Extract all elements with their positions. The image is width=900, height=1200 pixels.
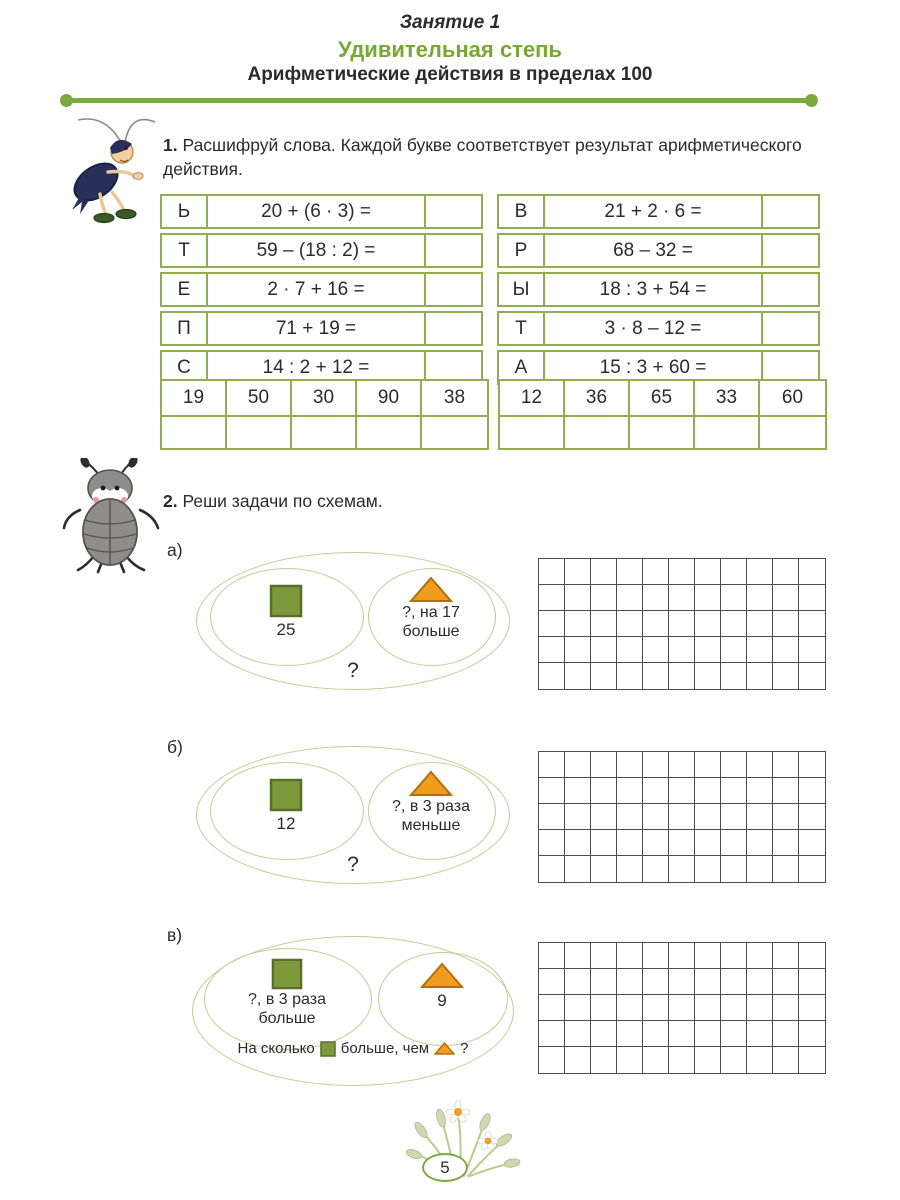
grid-cell <box>773 585 799 611</box>
grid-cell <box>799 804 825 830</box>
grid-cell <box>695 995 721 1021</box>
strip-empty-cell[interactable] <box>760 417 825 448</box>
grid-cell <box>799 778 825 804</box>
grid-cell <box>669 804 695 830</box>
grid-cell <box>617 995 643 1021</box>
grid-cell <box>565 1047 591 1073</box>
question-pre: На сколько <box>237 1040 315 1057</box>
strip-number-cell: 36 <box>565 381 630 417</box>
grid-cell <box>539 830 565 856</box>
grid-cell <box>773 830 799 856</box>
grid-cell <box>773 559 799 585</box>
cipher-expression-cell: 18 : 3 + 54 = <box>599 278 707 300</box>
question-end: ? <box>460 1040 469 1057</box>
task1-number: 1. <box>163 135 178 155</box>
orange-triangle-icon <box>420 962 464 989</box>
grid-cell <box>565 830 591 856</box>
grid-cell <box>539 1047 565 1073</box>
grid-cell <box>539 663 565 689</box>
grid-cell <box>565 637 591 663</box>
strip-number-cell: 50 <box>227 381 292 417</box>
grid-cell <box>799 752 825 778</box>
grid-cell <box>617 611 643 637</box>
cipher-letter-cell: В <box>499 196 545 227</box>
grid-cell <box>617 585 643 611</box>
grid-cell <box>747 752 773 778</box>
cipher-answer-cell[interactable] <box>424 274 481 305</box>
grid-cell <box>721 969 747 995</box>
grid-cell <box>721 752 747 778</box>
grid-cell <box>565 585 591 611</box>
grid-cell <box>747 969 773 995</box>
grid-cell <box>669 752 695 778</box>
grid-cell <box>747 637 773 663</box>
grid-cell <box>643 856 669 882</box>
grid-cell <box>747 778 773 804</box>
grid-cell <box>799 585 825 611</box>
grid-cell <box>773 611 799 637</box>
strip-number-cell: 90 <box>357 381 422 417</box>
grid-cell <box>747 585 773 611</box>
grid-cell <box>591 778 617 804</box>
grid-cell <box>669 1047 695 1073</box>
cipher-answer-cell[interactable] <box>761 274 818 305</box>
scheme-b-right-line2: меньше <box>401 817 461 835</box>
grid-cell <box>669 943 695 969</box>
grid-cell <box>591 585 617 611</box>
grid-cell <box>669 559 695 585</box>
scheme-b-right-line1: ?, в 3 раза <box>392 798 470 815</box>
grid-cell <box>565 663 591 689</box>
strip-empty-cell[interactable] <box>357 417 422 448</box>
grid-cell <box>539 752 565 778</box>
grid-cell <box>617 1047 643 1073</box>
work-grid-a[interactable] <box>538 558 826 690</box>
grid-cell <box>539 1021 565 1047</box>
cipher-letter-cell: Е <box>162 274 208 305</box>
item-a-label: а) <box>167 540 183 560</box>
grid-cell <box>695 637 721 663</box>
grid-cell <box>539 637 565 663</box>
grid-cell <box>695 1021 721 1047</box>
grid-cell <box>799 1021 825 1047</box>
grid-cell <box>695 778 721 804</box>
scheme-v <box>192 936 514 1086</box>
grid-cell <box>539 778 565 804</box>
header-divider <box>70 98 810 103</box>
grid-cell <box>695 943 721 969</box>
grid-cell <box>643 969 669 995</box>
grid-cell <box>539 943 565 969</box>
cipher-row <box>497 233 820 268</box>
grid-cell <box>695 585 721 611</box>
beetle-illustration-icon <box>60 458 164 574</box>
grid-cell <box>643 830 669 856</box>
strip-empty-cell[interactable] <box>227 417 292 448</box>
grid-cell <box>643 1047 669 1073</box>
divider-dot-right <box>805 94 818 107</box>
strip-number-cell: 33 <box>695 381 760 417</box>
grid-cell <box>695 969 721 995</box>
cipher-letter-cell: А <box>499 352 545 383</box>
grid-cell <box>721 830 747 856</box>
grid-cell <box>773 856 799 882</box>
grid-cell <box>643 663 669 689</box>
answer-strip-right <box>498 379 827 450</box>
grid-cell <box>617 804 643 830</box>
task1-text <box>163 134 843 181</box>
grid-cell <box>747 995 773 1021</box>
cipher-answer-cell[interactable] <box>424 196 481 227</box>
grid-cell <box>773 752 799 778</box>
cipher-answer-cell[interactable] <box>761 196 818 227</box>
cipher-letter-cell: Ы <box>499 274 545 305</box>
green-square-icon <box>271 958 303 990</box>
grid-cell <box>565 943 591 969</box>
cipher-row <box>497 272 820 307</box>
grid-cell <box>669 969 695 995</box>
grid-cell <box>591 804 617 830</box>
cipher-row <box>497 194 820 229</box>
grid-cell <box>565 752 591 778</box>
strip-number-cell: 65 <box>630 381 695 417</box>
grid-cell <box>539 559 565 585</box>
grid-cell <box>565 1021 591 1047</box>
grid-cell <box>747 663 773 689</box>
green-square-icon <box>269 584 303 618</box>
grid-cell <box>539 995 565 1021</box>
grid-cell <box>539 969 565 995</box>
grid-cell <box>721 1047 747 1073</box>
scheme-a-left-value: 25 <box>276 620 296 639</box>
grid-cell <box>591 637 617 663</box>
strip-empty-cell[interactable] <box>565 417 630 448</box>
grid-cell <box>695 856 721 882</box>
grid-cell <box>695 611 721 637</box>
grid-cell <box>617 663 643 689</box>
grid-cell <box>565 856 591 882</box>
grid-cell <box>747 943 773 969</box>
grid-cell <box>617 969 643 995</box>
page-number-badge <box>422 1153 468 1182</box>
grid-cell <box>591 995 617 1021</box>
grid-cell <box>799 830 825 856</box>
grid-cell <box>669 778 695 804</box>
page-subtitle: Арифметические действия в пределах 100 <box>247 64 653 85</box>
grid-cell <box>799 559 825 585</box>
grid-cell <box>643 752 669 778</box>
grid-cell <box>799 611 825 637</box>
grid-cell <box>799 969 825 995</box>
strip-empty-cell[interactable] <box>162 417 227 448</box>
grid-cell <box>643 1021 669 1047</box>
grid-cell <box>747 559 773 585</box>
scheme-b <box>196 746 510 884</box>
grid-cell <box>669 637 695 663</box>
grid-cell <box>539 856 565 882</box>
grid-cell <box>773 1047 799 1073</box>
lesson-label: Занятие 1 <box>399 12 501 33</box>
strip-number-cell: 38 <box>422 381 487 417</box>
cipher-row <box>497 311 820 346</box>
scheme-a-right-line1: ?, на 17 <box>402 604 460 621</box>
scheme-a <box>196 552 510 690</box>
grid-cell <box>799 995 825 1021</box>
grid-cell <box>721 778 747 804</box>
item-v-label: в) <box>167 925 183 945</box>
cipher-row <box>160 233 483 268</box>
cipher-letter-cell: С <box>162 352 208 383</box>
cipher-expression-cell: 3 · 8 – 12 = <box>604 317 702 339</box>
grid-cell <box>747 1047 773 1073</box>
orange-triangle-icon <box>409 770 453 797</box>
scheme-v-right-value: 9 <box>437 991 447 1010</box>
page-title: Удивительная степь <box>338 37 562 62</box>
grid-cell <box>565 804 591 830</box>
scheme-b-left-value: 12 <box>276 814 296 833</box>
grid-cell <box>643 585 669 611</box>
answer-strip-left <box>160 379 489 450</box>
grid-cell <box>747 611 773 637</box>
grid-cell <box>721 663 747 689</box>
grid-cell <box>643 943 669 969</box>
grid-cell <box>695 752 721 778</box>
cipher-answer-cell[interactable] <box>424 235 481 266</box>
grid-cell <box>695 663 721 689</box>
grid-cell <box>591 559 617 585</box>
green-square-icon <box>269 778 303 812</box>
scheme-v-left-line1: ?, в 3 раза <box>248 991 326 1008</box>
grid-cell <box>721 943 747 969</box>
grid-cell <box>773 995 799 1021</box>
scheme-b-question-mark: ? <box>347 853 359 876</box>
cipher-expression-cell: 14 : 2 + 12 = <box>262 356 370 378</box>
grid-cell <box>669 663 695 689</box>
grid-cell <box>643 559 669 585</box>
grid-cell <box>539 611 565 637</box>
grid-cell <box>799 663 825 689</box>
grid-cell <box>591 856 617 882</box>
grid-cell <box>539 804 565 830</box>
strip-empty-cell[interactable] <box>695 417 760 448</box>
grid-cell <box>799 637 825 663</box>
strip-empty-cell[interactable] <box>630 417 695 448</box>
strip-empty-cell[interactable] <box>292 417 357 448</box>
grid-cell <box>565 778 591 804</box>
grid-cell <box>721 559 747 585</box>
grid-cell <box>617 856 643 882</box>
question-mid: больше, чем <box>340 1040 430 1057</box>
strip-empty-cell[interactable] <box>422 417 487 448</box>
scheme-v-question-row <box>192 1040 514 1057</box>
grid-cell <box>643 778 669 804</box>
cipher-expression-cell: 20 + (6 · 3) = <box>261 200 371 222</box>
grid-cell <box>669 1021 695 1047</box>
scheme-a-question-mark: ? <box>347 659 359 682</box>
scheme-a-right-line2: больше <box>402 623 460 641</box>
grid-cell <box>669 856 695 882</box>
cipher-row <box>160 272 483 307</box>
grid-cell <box>565 559 591 585</box>
cipher-expression-cell: 15 : 3 + 60 = <box>599 356 707 378</box>
strip-number-cell: 60 <box>760 381 825 417</box>
grid-cell <box>617 637 643 663</box>
cipher-expression-cell: 71 + 19 = <box>275 317 357 339</box>
cipher-expression-cell: 59 – (18 : 2) = <box>256 239 376 261</box>
grid-cell <box>773 943 799 969</box>
grid-cell <box>643 637 669 663</box>
strip-number-cell: 19 <box>162 381 227 417</box>
grid-cell <box>669 995 695 1021</box>
grid-cell <box>669 585 695 611</box>
cipher-expression-cell: 2 · 7 + 16 = <box>267 278 365 300</box>
grid-cell <box>669 611 695 637</box>
item-b-label: б) <box>167 737 183 757</box>
grid-cell <box>695 804 721 830</box>
ant-illustration-icon <box>50 110 168 230</box>
grid-cell <box>695 1047 721 1073</box>
cipher-row <box>160 194 483 229</box>
grid-cell <box>591 1021 617 1047</box>
grid-cell <box>643 611 669 637</box>
grid-cell <box>617 778 643 804</box>
grid-cell <box>747 856 773 882</box>
grid-cell <box>591 830 617 856</box>
grid-cell <box>539 585 565 611</box>
cipher-table-right <box>497 194 820 389</box>
orange-triangle-icon <box>434 1041 455 1056</box>
grid-cell <box>617 559 643 585</box>
grid-cell <box>773 804 799 830</box>
grid-cell <box>747 1021 773 1047</box>
strip-number-cell: 12 <box>500 381 565 417</box>
grid-cell <box>591 611 617 637</box>
grid-cell <box>695 559 721 585</box>
grid-cell <box>643 995 669 1021</box>
grid-cell <box>721 804 747 830</box>
green-square-icon <box>320 1041 336 1057</box>
work-grid-v[interactable] <box>538 942 826 1074</box>
cipher-expression-cell: 21 + 2 · 6 = <box>604 200 702 222</box>
grid-cell <box>591 943 617 969</box>
grid-cell <box>773 969 799 995</box>
grid-cell <box>565 969 591 995</box>
grid-cell <box>669 830 695 856</box>
task2-instruction: Реши задачи по схемам. <box>182 491 383 511</box>
grid-cell <box>799 1047 825 1073</box>
cipher-letter-cell: Р <box>499 235 545 266</box>
grid-cell <box>747 804 773 830</box>
grid-cell <box>591 752 617 778</box>
scheme-v-left-line2: больше <box>258 1010 316 1028</box>
cipher-letter-cell: Ь <box>162 196 208 227</box>
cipher-answer-cell[interactable] <box>761 235 818 266</box>
grid-cell <box>695 830 721 856</box>
strip-number-cell: 30 <box>292 381 357 417</box>
cipher-answer-cell[interactable] <box>761 313 818 344</box>
grid-cell <box>799 943 825 969</box>
grid-cell <box>747 830 773 856</box>
grid-cell <box>591 663 617 689</box>
grid-cell <box>773 1021 799 1047</box>
grid-cell <box>799 856 825 882</box>
grid-cell <box>773 663 799 689</box>
orange-triangle-icon <box>409 576 453 603</box>
grid-cell <box>721 585 747 611</box>
cipher-row <box>160 311 483 346</box>
task2-text <box>163 490 763 514</box>
grid-cell <box>617 830 643 856</box>
grid-cell <box>591 969 617 995</box>
grid-cell <box>721 856 747 882</box>
divider-dot-left <box>60 94 73 107</box>
grid-cell <box>721 995 747 1021</box>
grid-cell <box>643 804 669 830</box>
grid-cell <box>721 1021 747 1047</box>
grid-cell <box>565 995 591 1021</box>
work-grid-b[interactable] <box>538 751 826 883</box>
grid-cell <box>565 611 591 637</box>
grid-cell <box>591 1047 617 1073</box>
task2-number: 2. <box>163 491 178 511</box>
cipher-expression-cell: 68 – 32 = <box>613 239 693 261</box>
grid-cell <box>721 637 747 663</box>
strip-empty-cell[interactable] <box>500 417 565 448</box>
grid-cell <box>773 637 799 663</box>
cipher-letter-cell: Т <box>162 235 208 266</box>
task1-instruction: Расшифруй слова. Каждой букве соответствует результат арифметического действия. <box>163 135 802 179</box>
grid-cell <box>721 611 747 637</box>
cipher-table-left <box>160 194 483 389</box>
grid-cell <box>617 1021 643 1047</box>
cipher-letter-cell: П <box>162 313 208 344</box>
cipher-answer-cell[interactable] <box>424 313 481 344</box>
grid-cell <box>617 943 643 969</box>
grid-cell <box>617 752 643 778</box>
grid-cell <box>773 778 799 804</box>
cipher-letter-cell: Т <box>499 313 545 344</box>
page-number: 5 <box>440 1157 450 1177</box>
